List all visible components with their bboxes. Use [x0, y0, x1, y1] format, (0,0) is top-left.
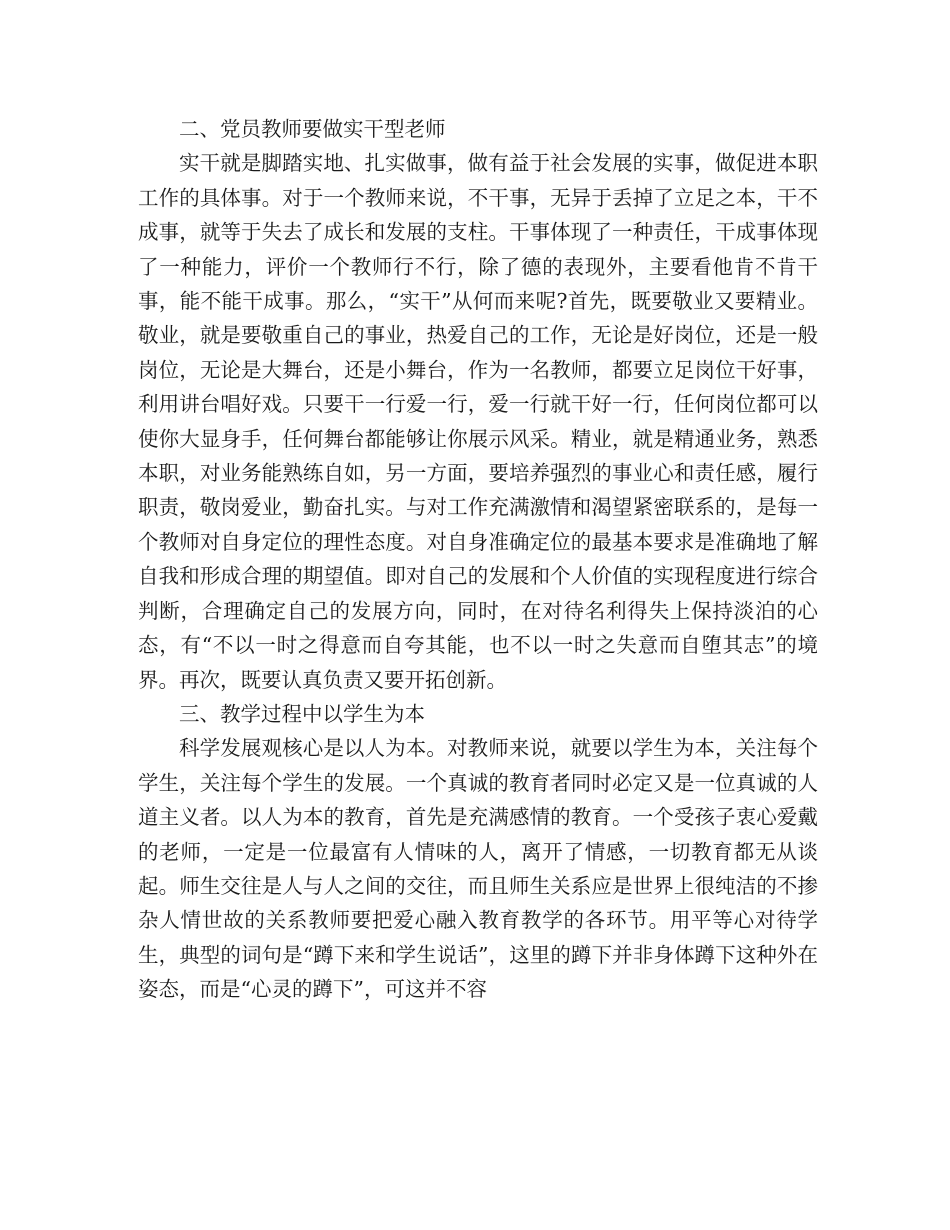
section-heading-3: 三、教学过程中以学生为本 [179, 701, 425, 726]
document-body [138, 112, 818, 1007]
section-heading-2: 二、党员教师要做实干型老师 [179, 117, 446, 141]
section-paragraph-3: 科学发展观核心是以人为本。对教师来说，就要以学生为本，关注每个学生，关注每个学生的发展。一个真诚的教育者同时必定又是一位真诚的人道主义者。以人为本的教育，首先是充满感情的教育。一个受孩子衷心爱戴的老师，一定是一位最富有人情味的人，离开了情感，一切教育都无从谈起。师生交往是人与人之间的交往，而且师生关系应是世界上很纯洁的不掺杂人情世故的关系教师要把爱心融入教育教学的各环节。用平等心对待学生，典型的词句是“蹲下来和学生说话”，这里的蹲下并非身体蹲下这种外在姿态，而是“心灵的蹲下”，可这并不容 [138, 736, 818, 1002]
section-paragraph-2: 实干就是脚踏实地、扎实做事，做有益于社会发展的实事，做促进本职工作的具体事。对于一个教师来说，不干事，无异于丢掉了立足之本，干不成事，就等于失去了成长和发展的支柱。干事体现了一种责任，干成事体现了一种能力，评价一个教师行不行，除了德的表现外，主要看他肯不肯干事，能不能干成事。那么，“实干”从何而来呢?首先，既要敬业又要精业。敬业，就是要敬重自己的事业，热爱自己的工作，无论是好岗位，还是一般岗位，无论是大舞台，还是小舞台，作为一名教师，都要立足岗位干好事，利用讲台唱好戏。只要干一行爱一行，爱一行就干好一行，任何岗位都可以使你大显身手，任何舞台都能够让你展示风采。精业，就是精通业务，熟悉本职，对业务能熟练自如，另一方面，要培养强烈的事业心和责任感，履行职责，敬岗爱业，勤奋扎实。与对工作充满激情和渴望紧密联系的，是每一个教师对自身定位的理性态度。对自身准确定位的最基本要求是准确地了解自我和形成合理的期望值。即对自己的发展和个人价值的实现程度进行综合判断，合理确定自己的发展方向，同时，在对待名利得失上保持淡泊的心态，有“不以一时之得意而自夸其能，也不以一时之失意而自堕其志”的境界。再次，既要认真负责又要开拓创新。 [138, 151, 818, 692]
